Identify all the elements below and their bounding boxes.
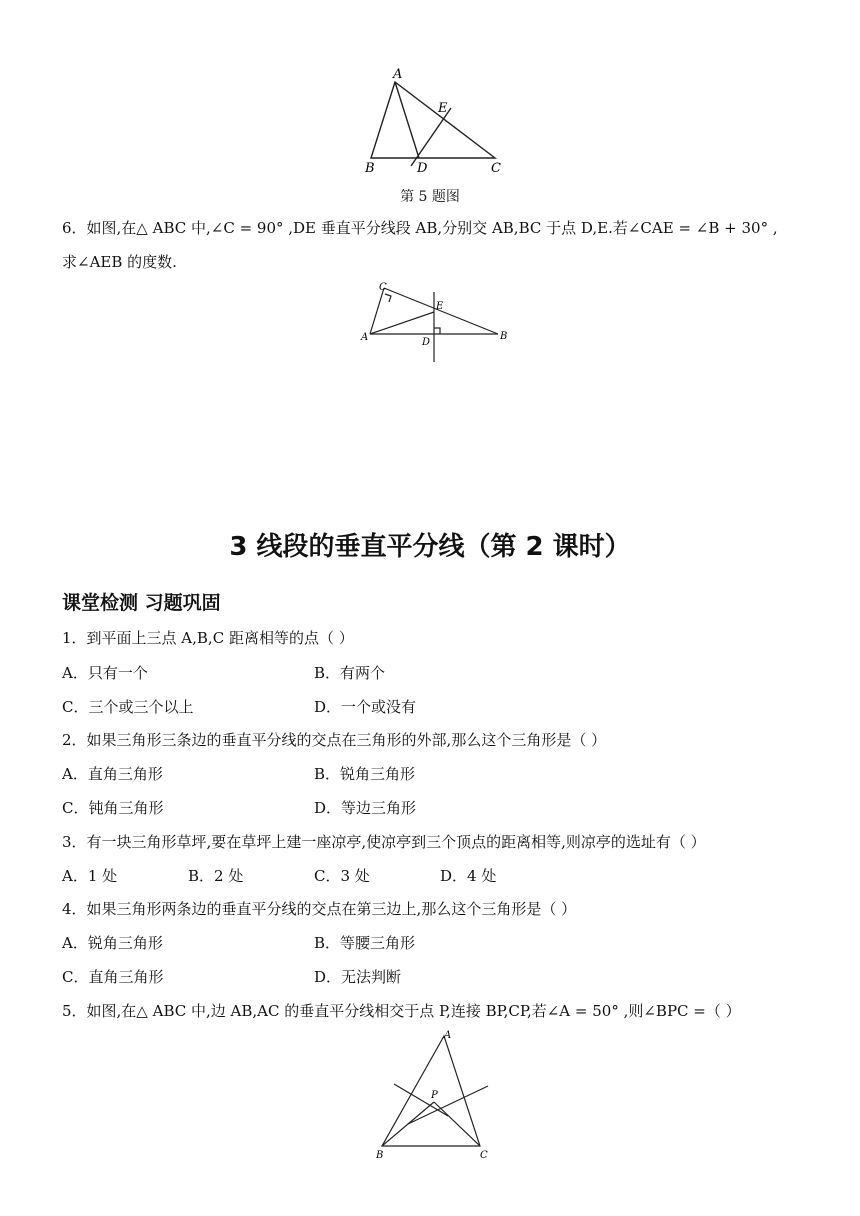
question-6-line-2: 求∠AEB 的度数.	[62, 253, 177, 271]
q6-label-c: C	[379, 282, 387, 293]
q6-label-b: B	[500, 331, 508, 342]
q6-label-e: E	[436, 301, 444, 312]
question-2-option-b: B．锐角三角形	[314, 765, 416, 783]
label-d: D	[417, 161, 428, 176]
label-a: A	[393, 67, 403, 82]
q5-label-p: P	[431, 1090, 438, 1101]
q5-label-c: C	[480, 1150, 488, 1161]
question-1-option-b: B．有两个	[314, 664, 386, 682]
question-1-option-c: C．三个或三个以上	[62, 698, 194, 716]
section-title: 3 线段的垂直平分线（第 2 课时）	[229, 532, 631, 562]
q6-label-a: A	[361, 332, 369, 343]
question-6-line-1: 6．如图,在△ ABC 中,∠C = 90° ,DE 垂直平分线段 AB,分别交 AB,BC 于点 D,E.若∠CAE = ∠B + 30° ,	[62, 219, 778, 237]
question-3-option-b: B．2 处	[188, 867, 244, 885]
figure-q6	[356, 278, 516, 368]
question-4-stem: 4．如果三角形两条边的垂直平分线的交点在第三边上,那么这个三角形是（ ）	[62, 900, 577, 918]
question-2-option-c: C．钝角三角形	[62, 799, 164, 817]
figure-q5	[370, 1026, 500, 1166]
q5-label-b: B	[376, 1150, 384, 1161]
question-4-option-d: D．无法判断	[314, 968, 402, 986]
question-3-stem: 3．有一块三角形草坪,要在草坪上建一座凉亭,使凉亭到三个顶点的距离相等,则凉亭的选址有（ ）	[62, 833, 706, 851]
question-2-option-a: A．直角三角形	[62, 765, 163, 783]
question-1-option-a: A．只有一个	[62, 664, 148, 682]
section-subtitle: 课堂检测 习题巩固	[62, 592, 221, 614]
question-1-option-d: D．一个或没有	[314, 698, 417, 716]
label-c: C	[491, 161, 501, 176]
question-4-option-c: C．直角三角形	[62, 968, 164, 986]
q5-label-a: A	[444, 1030, 452, 1041]
question-2-option-d: D．等边三角形	[314, 799, 417, 817]
label-e: E	[438, 101, 448, 116]
question-2-stem: 2．如果三角形三条边的垂直平分线的交点在三角形的外部,那么这个三角形是（ ）	[62, 731, 607, 749]
question-3-option-d: D．4 处	[440, 867, 497, 885]
q6-label-d: D	[422, 337, 431, 348]
question-4-option-b: B．等腰三角形	[314, 934, 416, 952]
figure-q5-previous	[355, 62, 515, 180]
question-4-option-a: A．锐角三角形	[62, 934, 163, 952]
question-5-stem: 5．如图,在△ ABC 中,边 AB,AC 的垂直平分线相交于点 P,连接 BP,CP,若∠A = 50° ,则∠BPC =（ ）	[62, 1002, 741, 1020]
figure-caption: 第 5 题图	[400, 189, 460, 205]
question-3-option-c: C．3 处	[314, 867, 370, 885]
question-3-option-a: A．1 处	[62, 867, 118, 885]
question-1-stem: 1．到平面上三点 A,B,C 距离相等的点（ ）	[62, 629, 354, 647]
label-b: B	[365, 161, 375, 176]
